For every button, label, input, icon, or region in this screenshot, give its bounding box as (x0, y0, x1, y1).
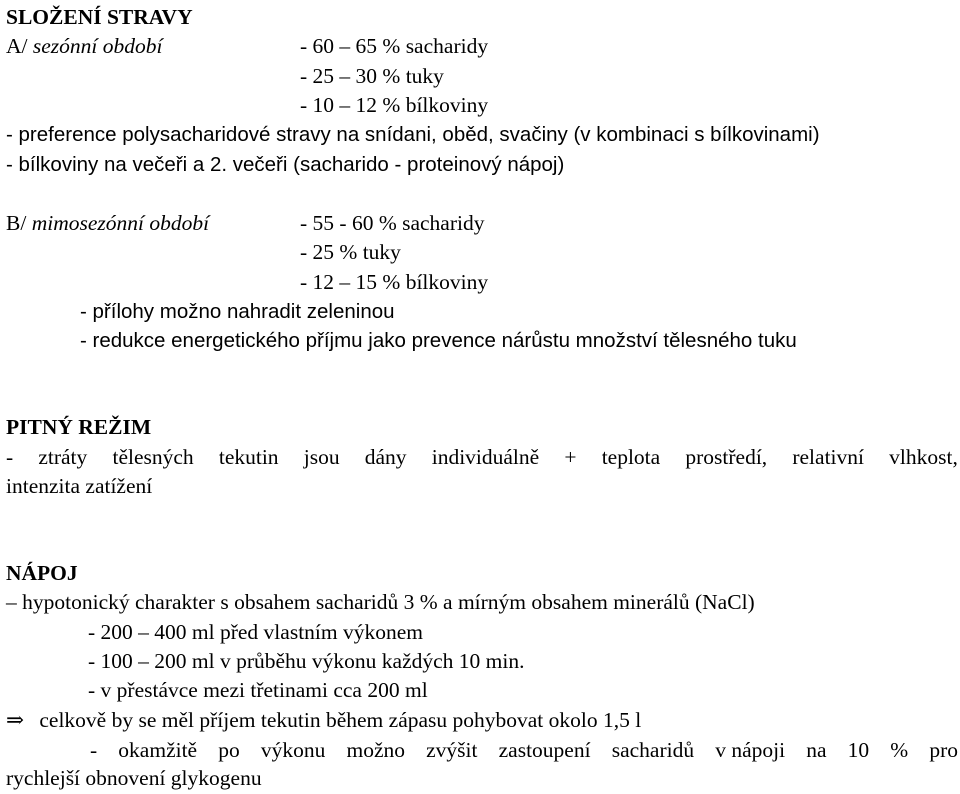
b-item-sacharidy: - 55 - 60 % sacharidy (300, 211, 485, 235)
napoj-item-pred-vykonem: - 200 – 400 ml před vlastním výkonem (88, 620, 424, 644)
b-note-prilohy: - přílohy možno nahradit zeleninou (80, 300, 395, 323)
pitny-word: prostředí, (685, 445, 768, 469)
pitny-word: individuálně (431, 445, 540, 469)
napoj-intro: – hypotonický charakter s obsahem sacharidů 3 % a mírným obsahem minerálů (NaCl) (6, 590, 755, 614)
pitny-word: teplota (601, 445, 661, 469)
napoj-word: pro (929, 738, 958, 762)
heading-napoj: NÁPOJ (6, 561, 78, 585)
napoj-word: zvýšit (426, 738, 478, 762)
pitny-word: jsou (303, 445, 340, 469)
napoj-celkove-line (6, 710, 641, 732)
napoj-item-prestavka: - v přestávce mezi třetinami cca 200 ml (88, 678, 428, 702)
napoj-word: zastoupení (498, 738, 591, 762)
pitny-word: relativní (792, 445, 864, 469)
a-item-sacharidy: - 60 – 65 % sacharidy (300, 34, 489, 58)
label-b-italic: mimosezónní období (31, 211, 210, 235)
napoj-item-prubeh-vykonu: - 100 – 200 ml v průběhu výkonu každých 10 min. (88, 649, 525, 673)
napoj-word: - (90, 738, 98, 762)
pitny-word: tělesných (112, 445, 194, 469)
napoj-word: na (806, 738, 827, 762)
label-a-prefix: A/ (6, 34, 28, 58)
label-b-prefix: B/ (6, 211, 27, 235)
label-b-mimosezonni-obdobi (6, 213, 209, 235)
napoj-word: % (890, 738, 909, 762)
napoj-word: výkonu (260, 738, 326, 762)
napoj-word: sacharidů (611, 738, 695, 762)
b-note-redukce: - redukce energetického příjmu jako prevence nárůstu množství tělesného tuku (80, 329, 797, 352)
napoj-word: možno (346, 738, 406, 762)
pitny-word: + (564, 445, 577, 469)
pitny-rezim-line2: intenzita zatížení (6, 474, 153, 498)
napoj-word: po (218, 738, 240, 762)
napoj-word: okamžitě (118, 738, 198, 762)
heading-pitny-rezim: PITNÝ REŽIM (6, 415, 152, 439)
napoj-word: v nápoji (715, 738, 786, 762)
pitny-word: - (6, 445, 14, 469)
pitny-word: dány (364, 445, 407, 469)
heading-slozeni-stravy: SLOŽENÍ STRAVY (6, 5, 193, 29)
pitny-word: ztráty (38, 445, 88, 469)
a-item-tuky: - 25 – 30 % tuky (300, 64, 444, 88)
pitny-word: vlhkost, (889, 445, 958, 469)
napoj-okamzite-line2: rychlejší obnovení glykogenu (6, 766, 262, 790)
pitny-rezim-line1 (6, 447, 958, 469)
b-item-tuky: - 25 % tuky (300, 240, 401, 264)
double-arrow-right-icon: ⇒ (6, 708, 25, 732)
napoj-word: 10 (847, 738, 870, 762)
napoj-okamzite-line1 (90, 740, 958, 762)
label-a-sezonni-obdobi (6, 36, 162, 58)
a-note-bilkoviny: - bílkoviny na večeři a 2. večeři (sacharido - proteinový nápoj) (6, 153, 565, 176)
a-item-bilkoviny: - 10 – 12 % bílkoviny (300, 93, 489, 117)
napoj-celkove-text: celkově by se měl příjem tekutin během zápasu pohybovat okolo 1,5 l (39, 708, 642, 732)
pitny-word: tekutin (218, 445, 279, 469)
a-note-preference: - preference polysacharidové stravy na snídani, oběd, svačiny (v kombinaci s bílkovinami) (6, 123, 820, 146)
label-a-italic: sezónní období (32, 34, 163, 58)
b-item-bilkoviny: - 12 – 15 % bílkoviny (300, 270, 489, 294)
